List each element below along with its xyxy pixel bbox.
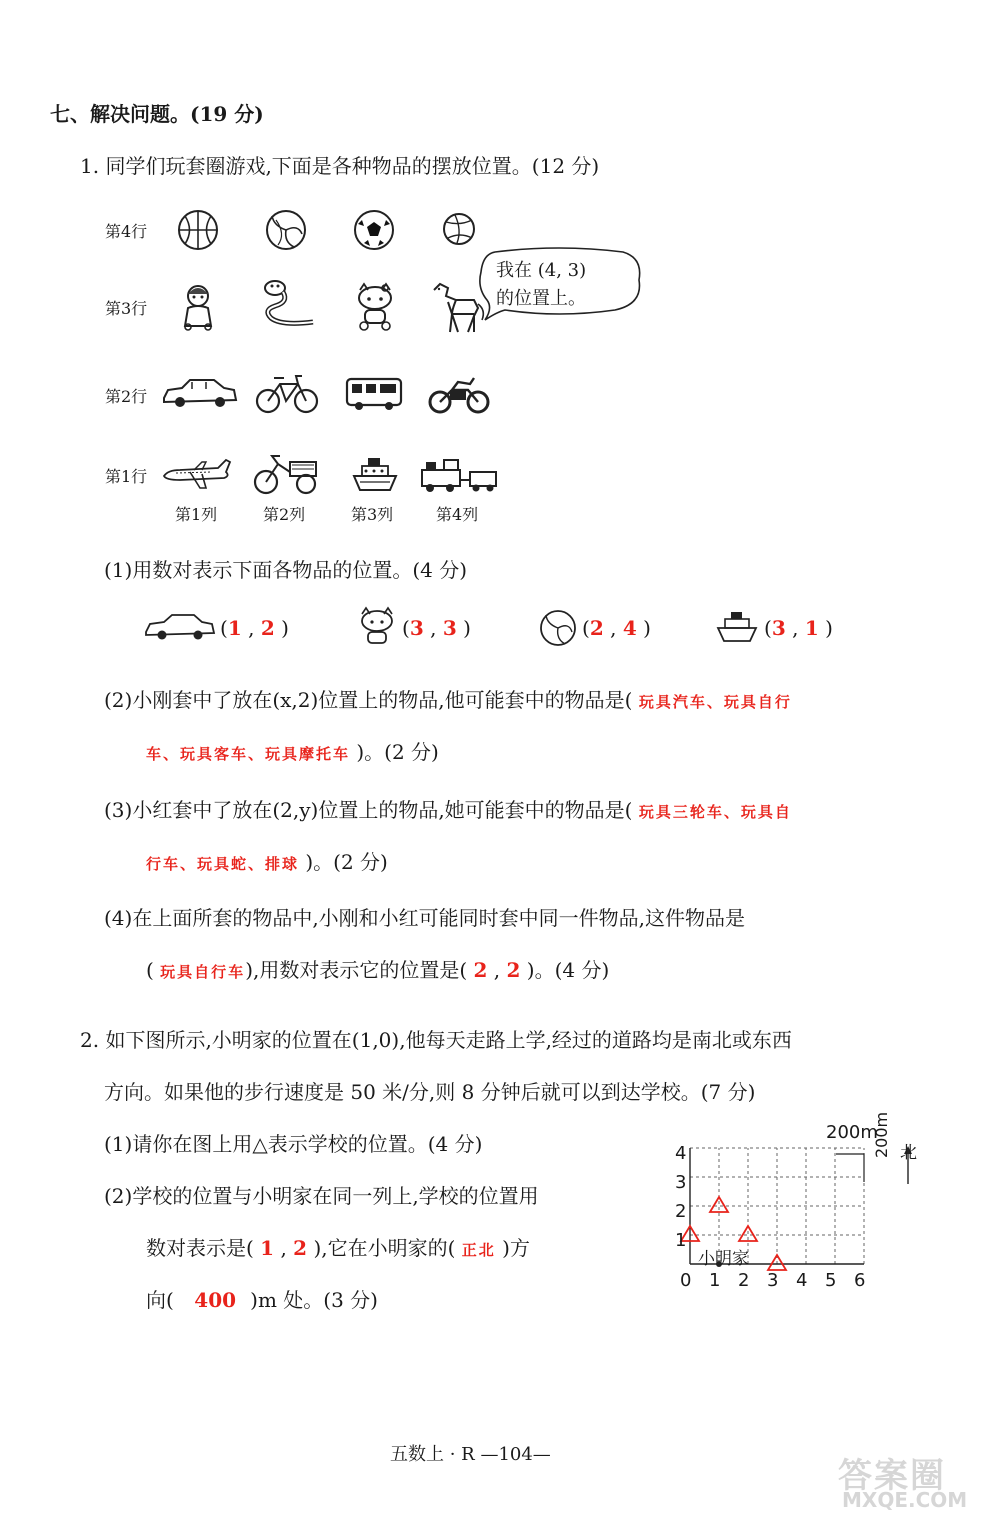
toy-car-icon [160, 376, 238, 410]
col-label-2: 第2列 [263, 505, 306, 524]
q2-part1: (1)请你在图上用△表示学校的位置。(4 分) [104, 1132, 483, 1156]
q1-stem: 1. 同学们玩套圈游戏,下面是各种物品的摆放位置。(12 分) [80, 154, 600, 178]
q1-part2-answer-1: 玩具汽车、玩具自行 [638, 693, 792, 711]
q1-part2 [104, 684, 792, 713]
airplane-icon [160, 454, 232, 494]
answer-4-a: 3 [771, 616, 786, 640]
q1-part4-tail: )。(4 分) [526, 958, 610, 982]
q2-part2-dir: 正北 [461, 1241, 496, 1259]
col-label-3: 第3列 [351, 505, 394, 524]
q2-part2-line2: 数对表示是( 1 , 2 ),它在小明家的( 正北 )方 [146, 1236, 530, 1260]
answer-1-b: 2 [260, 616, 275, 640]
answer-4-b: 1 [804, 616, 819, 640]
q1-part2-answer-2: 车、玩具客车、玩具摩托车 [146, 745, 351, 763]
col-label-4: 第4列 [436, 505, 479, 524]
kitty-icon [352, 282, 398, 332]
kitty-icon [356, 606, 398, 648]
tricycle-icon [252, 452, 322, 496]
north-label: 北 [900, 1143, 917, 1163]
q2-part3-tail: )m 处。(3 分) [250, 1288, 378, 1312]
q2-stem-line1: 2. 如下图所示,小明家的位置在(1,0),他每天走路上学,经过的道路均是南北或东西 [80, 1028, 792, 1052]
q1-part4: (4)在上面所套的物品中,小刚和小红可能同时套中同一件物品,这件物品是 [104, 906, 746, 930]
section-heading: 七、解决问题。(19 分) [50, 102, 264, 126]
bubble-line-2: 的位置上。 [496, 288, 586, 309]
x-label-0: 0 [680, 1270, 692, 1291]
x-label-3: 3 [767, 1270, 779, 1291]
y-label-1: 1 [675, 1230, 687, 1251]
watermark-site: MXQE.COM [842, 1488, 968, 1512]
basketball-icon [176, 208, 220, 252]
y-label-2: 2 [675, 1201, 687, 1222]
page-footer: 五数上 · R —104— [390, 1444, 551, 1465]
soccer-ball-icon [352, 208, 396, 252]
volleyball-icon [264, 208, 308, 252]
q2-part2-b: 2 [293, 1236, 308, 1260]
y-label-4: 4 [675, 1143, 687, 1164]
q2-part2-tail: )方 [502, 1236, 530, 1260]
ship-icon [350, 452, 400, 496]
q2-stem-line2: 方向。如果他的步行速度是 50 米/分,则 8 分钟后就可以到达学校。(7 分) [104, 1080, 756, 1104]
q1-part3-line2 [146, 846, 388, 875]
y-label-3: 3 [675, 1172, 687, 1193]
doll-icon [178, 282, 218, 332]
q2-part2-a: 1 [260, 1236, 275, 1260]
x-label-4: 4 [796, 1270, 808, 1291]
q1-part3-text: (3)小红套中了放在(2,y)位置上的物品,她可能套中的物品是( [104, 798, 633, 822]
x-label-1: 1 [709, 1270, 721, 1291]
x-label-6: 6 [854, 1270, 866, 1291]
q1-part3-tail: )。(2 分) [305, 850, 388, 874]
row-label-2: 第2行 [105, 387, 148, 406]
answer-2: (3 , 3 ) [402, 616, 471, 640]
toy-snake-icon [255, 278, 317, 334]
scale-vertical: 200m [872, 1111, 891, 1158]
q2-part3 [146, 1284, 378, 1313]
bus-icon [344, 376, 404, 412]
q1-part1: (1)用数对表示下面各物品的位置。(4 分) [104, 558, 468, 582]
x-label-5: 5 [825, 1270, 837, 1291]
answer-1: (1 , 2 ) [220, 616, 289, 640]
q2-part3-answer: 400 [194, 1288, 237, 1312]
toy-car-icon [142, 612, 216, 642]
answer-3-a: 2 [589, 616, 604, 640]
q1-part2-text: (2)小刚套中了放在(x,2)位置上的物品,他可能套中的物品是( [104, 688, 633, 712]
q1-part3-answer-2: 行车、玩具蛇、排球 [146, 855, 300, 873]
q1-part4-mid: ),用数对表示它的位置是( [245, 958, 468, 982]
answer-3-b: 4 [622, 616, 637, 640]
q2-part3-pre: 向( [146, 1288, 174, 1312]
watermark-logo: 答案圈 [838, 1456, 946, 1496]
motorcycle-icon [428, 372, 490, 416]
q1-part4-a: 2 [473, 958, 488, 982]
q1-part4-line2: ( 玩具自行车),用数对表示它的位置是( 2 , 2 )。(4 分) [146, 958, 610, 982]
bicycle-icon [254, 372, 320, 416]
q1-part2-line2 [146, 736, 439, 765]
q2-part2-mid: ),它在小明家的( [313, 1236, 456, 1260]
answer-3: (2 , 4 ) [582, 616, 651, 640]
q1-part4-b: 2 [506, 958, 521, 982]
answer-2-b: 3 [442, 616, 457, 640]
bubble-line-1: 我在 (4, 3) [496, 260, 587, 281]
x-label-2: 2 [738, 1270, 750, 1291]
train-icon [418, 456, 502, 496]
answer-1-a: 1 [227, 616, 242, 640]
q1-part3-answer-1: 玩具三轮车、玩具自 [638, 803, 792, 821]
col-label-1: 第1列 [175, 505, 218, 524]
row-label-1: 第1行 [105, 467, 148, 486]
ball-icon [440, 210, 478, 248]
q1-part3 [104, 794, 792, 823]
ship-icon [714, 606, 760, 646]
q1-part4-open: ( [146, 958, 154, 982]
row-label-4: 第4行 [105, 222, 148, 241]
home-label: 小明家 [698, 1249, 749, 1269]
q2-part2-pre: 数对表示是( [146, 1236, 254, 1260]
q2-part2-line1: (2)学校的位置与小明家在同一列上,学校的位置用 [104, 1184, 539, 1208]
answer-4: (3 , 1 ) [764, 616, 833, 640]
q1-part4-answer: 玩具自行车 [160, 963, 246, 981]
volleyball-icon [538, 608, 578, 648]
scale-horizontal: 200m [826, 1122, 878, 1143]
answer-2-a: 3 [409, 616, 424, 640]
q1-part2-tail: )。(2 分) [356, 740, 439, 764]
row-label-3: 第3行 [105, 299, 148, 318]
